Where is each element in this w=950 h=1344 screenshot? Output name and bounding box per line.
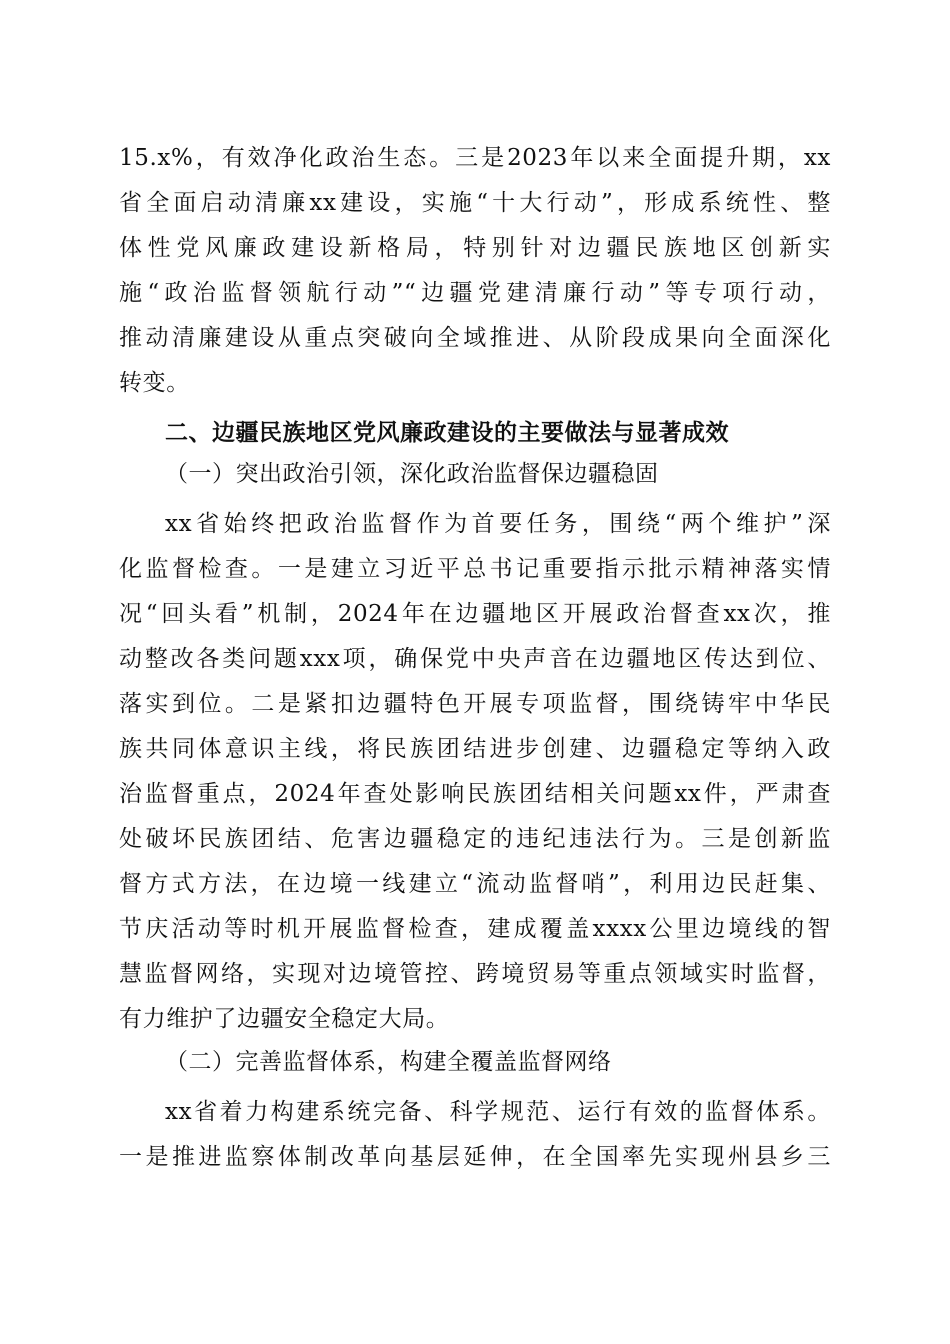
paragraph-line: 况“回头看”机制，2024年在边疆地区开展政治督查xx次，推 <box>119 601 831 627</box>
paragraph-line: 化监督检查。一是建立习近平总书记重要指示批示精神落实情 <box>119 556 831 582</box>
subsection-heading: （二）完善监督体系，构建全覆盖监督网络 <box>165 1049 612 1075</box>
paragraph-line: 15.x%，有效净化政治生态。三是2023年以来全面提升期，xx <box>119 145 831 171</box>
paragraph-line: 慧监督网络，实现对边境管控、跨境贸易等重点领域实时监督， <box>119 961 831 987</box>
paragraph-line: xx省始终把政治监督作为首要任务，围绕“两个维护”深 <box>165 511 831 537</box>
paragraph-line: 督方式方法，在边境一线建立“流动监督哨”，利用边民赶集、 <box>119 871 831 897</box>
paragraph-line: 族共同体意识主线，将民族团结进步创建、边疆稳定等纳入政 <box>119 736 831 762</box>
paragraph-line: 体性党风廉政建设新格局，特别针对边疆民族地区创新实 <box>119 235 831 261</box>
paragraph-line: 推动清廉建设从重点突破向全域推进、从阶段成果向全面深化 <box>119 325 831 351</box>
paragraph-line: 处破坏民族团结、危害边疆稳定的违纪违法行为。三是创新监 <box>119 826 831 852</box>
paragraph-line: xx省着力构建系统完备、科学规范、运行有效的监督体系。 <box>165 1099 831 1125</box>
paragraph-line: 施“政治监督领航行动”“边疆党建清廉行动”等专项行动， <box>119 280 831 306</box>
paragraph-line: 治监督重点，2024年查处影响民族团结相关问题xx件，严肃查 <box>119 781 831 807</box>
section-heading: 二、边疆民族地区党风廉政建设的主要做法与显著成效 <box>165 420 729 446</box>
paragraph-line: 有力维护了边疆安全稳定大局。 <box>119 1006 450 1032</box>
paragraph-line: 节庆活动等时机开展监督检查，建成覆盖xxxx公里边境线的智 <box>119 916 831 942</box>
paragraph-line: 一是推进监察体制改革向基层延伸，在全国率先实现州县乡三 <box>119 1144 831 1170</box>
subsection-heading: （一）突出政治引领，深化政治监督保边疆稳固 <box>165 461 659 487</box>
paragraph-line: 落实到位。二是紧扣边疆特色开展专项监督，围绕铸牢中华民 <box>119 691 831 717</box>
paragraph-line: 动整改各类问题xxx项，确保党中央声音在边疆地区传达到位、 <box>119 646 831 672</box>
paragraph-line: 转变。 <box>119 370 190 396</box>
paragraph-line: 省全面启动清廉xx建设，实施“十大行动”，形成系统性、整 <box>119 190 831 216</box>
